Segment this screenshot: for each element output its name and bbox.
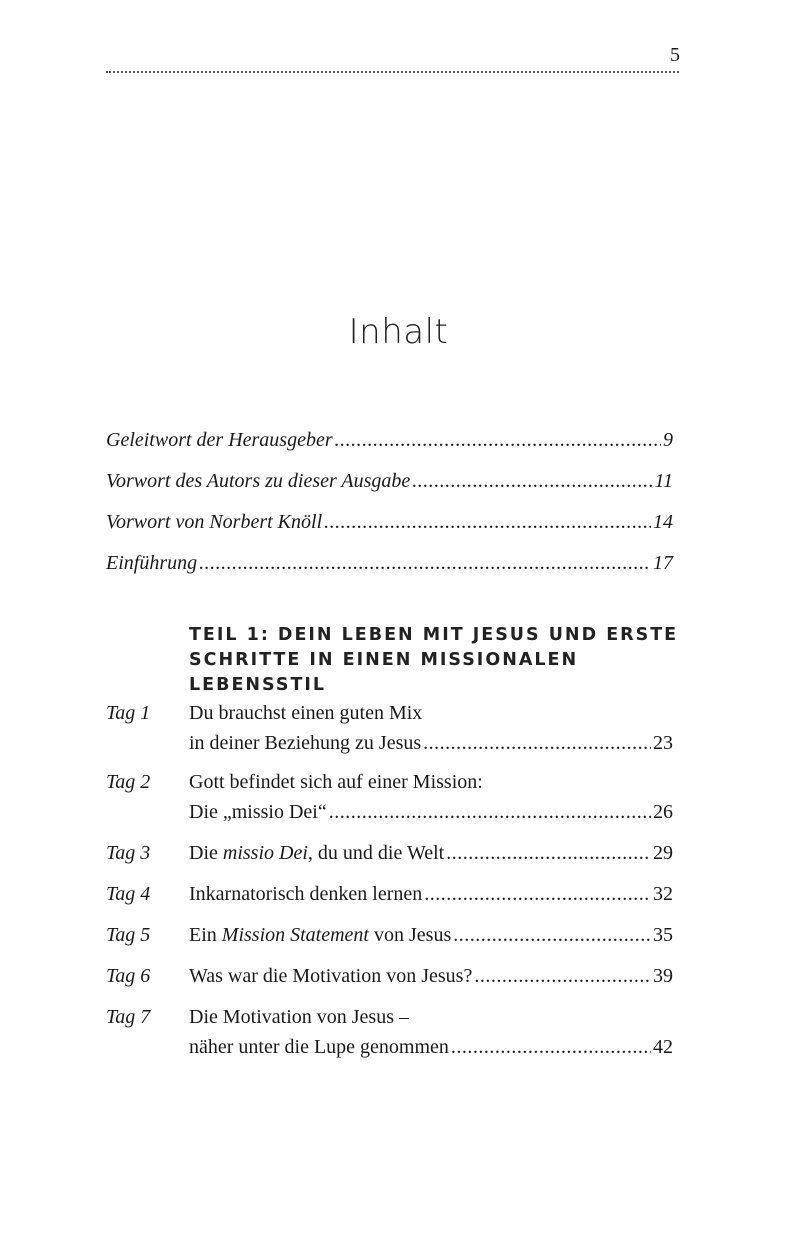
day-body	[189, 767, 673, 827]
toc-entry-label: Vorwort des Autors zu dieser Ausgabe	[106, 470, 411, 492]
toc-entry-label: Geleitwort der Herausgeber	[106, 429, 333, 451]
day-page: 35	[653, 924, 673, 946]
day-title: Die Motivation von Jesus –	[189, 1006, 409, 1028]
day-page: 29	[653, 842, 673, 864]
dot-leader	[423, 728, 651, 758]
dot-leader	[324, 509, 651, 535]
day-page: 39	[653, 965, 673, 987]
day-title-line	[189, 1032, 673, 1062]
part-heading-line: SCHRITTE IN EINEN MISSIONALEN LEBENSSTIL	[189, 650, 579, 695]
toc-entry-label: Einführung	[106, 552, 198, 574]
toc-entry-label: Vorwort von Norbert Knöll	[106, 511, 323, 533]
day-label: Tag 5	[106, 924, 151, 946]
toc-entry-page: 11	[654, 470, 673, 492]
toc-entry-geleitwort[interactable]	[106, 427, 673, 453]
dot-leader	[329, 797, 651, 827]
dot-leader	[199, 550, 651, 576]
dot-leader	[446, 838, 651, 868]
day-title-line	[189, 698, 673, 728]
day-title-line	[189, 920, 673, 950]
day-page: 32	[653, 883, 673, 905]
toc-entry-vorwort-knoell[interactable]	[106, 509, 673, 535]
toc-entry-page: 9	[663, 429, 673, 451]
dot-leader	[453, 920, 651, 950]
day-body	[189, 879, 673, 909]
day-label: Tag 3	[106, 842, 151, 864]
day-title-line	[189, 961, 673, 991]
day-title: Die „missio Dei“	[189, 801, 327, 823]
toc-entry-vorwort-autor[interactable]	[106, 468, 673, 494]
dot-leader	[474, 961, 651, 991]
toc-title: Inhalt	[348, 312, 449, 352]
dot-leader	[335, 427, 661, 453]
day-title-line	[189, 797, 673, 827]
day-label: Tag 2	[106, 771, 151, 793]
dot-leader	[451, 1032, 651, 1062]
day-body	[189, 838, 673, 868]
day-title-line	[189, 838, 673, 868]
day-title: näher unter die Lupe genommen	[189, 1036, 449, 1058]
day-body	[189, 920, 673, 950]
day-page: 26	[653, 801, 673, 823]
day-label: Tag 4	[106, 883, 151, 905]
day-title-line	[189, 879, 673, 909]
part-heading-line: TEIL 1: DEIN LEBEN MIT JESUS UND ERSTE	[189, 625, 679, 645]
day-body	[189, 961, 673, 991]
day-label: Tag 6	[106, 965, 151, 987]
toc-entry-page: 17	[653, 552, 673, 574]
day-title-line	[189, 1002, 673, 1032]
header-dotted-rule	[106, 71, 679, 73]
day-label: Tag 1	[106, 702, 151, 724]
day-title-line	[189, 767, 673, 797]
day-title: in deiner Beziehung zu Jesus	[189, 732, 422, 754]
day-title: Ein Mission Statement von Jesus	[189, 924, 452, 946]
day-title: Du brauchst einen guten Mix	[189, 702, 423, 724]
day-label: Tag 7	[106, 1006, 151, 1028]
day-page: 42	[653, 1036, 673, 1058]
day-body	[189, 698, 673, 758]
dot-leader	[424, 879, 651, 909]
day-title-line	[189, 728, 673, 758]
day-title: Gott befindet sich auf einer Mission:	[189, 771, 483, 793]
day-page: 23	[653, 732, 673, 754]
page-number: 5	[670, 44, 680, 66]
day-title: Was war die Motivation von Jesus?	[189, 965, 473, 987]
part-heading	[189, 623, 679, 698]
toc-entry-einfuehrung[interactable]	[106, 550, 673, 576]
day-body	[189, 1002, 673, 1062]
dot-leader	[412, 468, 652, 494]
toc-entry-page: 14	[653, 511, 673, 533]
day-title: Inkarnatorisch denken lernen	[189, 883, 423, 905]
day-title: Die missio Dei, du und die Welt	[189, 842, 445, 864]
